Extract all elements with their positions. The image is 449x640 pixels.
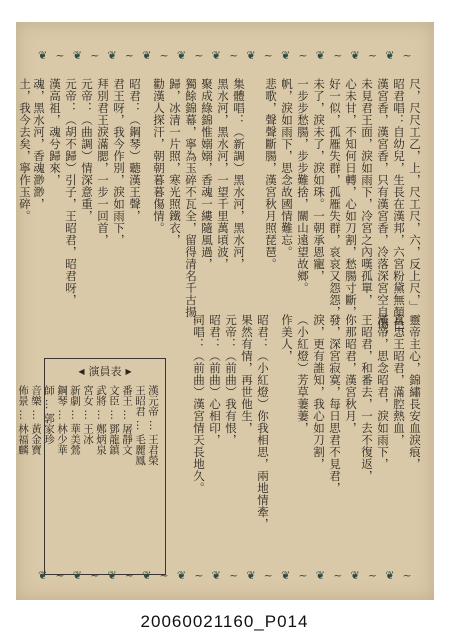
lower-right-column-4: 王昭君，和番去，一去不復返，	[360, 314, 374, 482]
cast-roles	[16, 385, 159, 465]
lower-middle-column-2: 果然有情，再世他生，	[240, 314, 254, 434]
vine-ornament-icon: ~	[159, 569, 169, 582]
left-column-6: 漢高祖，魂兮歸來，	[48, 78, 62, 186]
vine-ornament-icon: ~	[194, 49, 204, 62]
triangle-ornament-icon: ▶	[125, 366, 132, 376]
vine-ornament-icon: ~	[90, 569, 100, 582]
lyrics-column-6: 好一似，孤雁失群，孤雁失群，哀哀又怨怨，	[328, 78, 342, 318]
vine-ornament-icon: ❦	[72, 49, 82, 62]
vine-ornament-icon: ❦	[38, 569, 48, 582]
middle-column-1: 集體唱：（新調）黑水河，黑水河，	[232, 78, 246, 270]
vine-ornament-icon: ~	[124, 569, 135, 582]
left-column-7: 魂，黑水河，香魂渺渺，	[32, 78, 46, 210]
middle-column-3: 聚成綠錦惟嫋嫋，香魂一縷隨風過，	[200, 78, 214, 270]
middle-column-2: 黑水河，黑水河，一望千里萬頃波，	[216, 78, 230, 270]
vine-ornament-icon: ❦	[107, 569, 117, 582]
vine-ornament-icon: ~	[228, 49, 239, 62]
vine-ornament-icon: ~	[333, 49, 343, 62]
vine-ornament-icon: ~	[90, 49, 100, 62]
cast-role: 王昭君 … 毛麗鳳	[134, 385, 146, 466]
vine-ornament-icon: ~	[298, 569, 308, 582]
vine-ornament-icon: ~	[367, 569, 378, 582]
left-column-8: 土，我今去矣，寧作玉碎。	[18, 78, 32, 222]
vine-ornament-icon: ~	[263, 569, 273, 582]
vine-ornament-icon: ❦	[281, 49, 291, 62]
lyrics-column-4: 未見君王面，淚如雨下，冷宮之內嘆孤單，	[360, 78, 374, 306]
left-column-2: 君王呀，我今作別，淚如雨下，	[112, 78, 126, 246]
triangle-ornament-icon: ◀	[78, 366, 85, 376]
vine-ornament-icon: ~	[333, 569, 343, 582]
vine-ornament-icon: ~	[194, 569, 204, 582]
lower-middle-column-3: 元帝：（前曲）我有恨，	[224, 314, 238, 446]
lower-right-column-3: 漢帝，思念昭君，淚如雨下，	[376, 314, 390, 470]
lower-right-column-1: 靈帝主心，錦繡長安血淚痕，	[408, 314, 422, 470]
vine-ornament-icon: ❦	[38, 49, 48, 62]
decorative-vine-border-top	[38, 50, 412, 62]
vine-ornament-icon: ~	[402, 569, 412, 582]
lyrics-column-10: 悲歌，聲聲斷腸，漢宮秋月照琵琶。	[264, 78, 278, 270]
vine-ornament-icon: ❦	[72, 569, 82, 582]
archive-id-caption: 20060021160_P014	[140, 612, 309, 631]
vine-ornament-icon: ❦	[246, 569, 256, 582]
vine-ornament-icon: ❦	[142, 49, 152, 62]
lower-middle-column-5: 同唱：（前曲）漢宮情天長地久。	[192, 314, 206, 494]
left-column-1: 昭君：（鋼琴）聽漢王聲，	[128, 78, 142, 222]
vine-ornament-icon: ❦	[176, 49, 187, 62]
document-page	[16, 22, 434, 600]
vine-ornament-icon: ❦	[350, 49, 360, 62]
decorative-vine-border-bottom	[38, 570, 412, 582]
vine-ornament-icon: ~	[402, 49, 412, 62]
left-column-3: 拜別君王淚滿腮，一步一回首，	[96, 78, 110, 246]
lyrics-column-8: 一步步愁腸，步步難捨，關山遠望故鄉。	[296, 78, 310, 294]
staff-entry: 鋼琴 … 林少華	[56, 385, 68, 455]
lower-middle-column-4: 昭君：（前曲）心相印，	[208, 314, 222, 446]
vine-ornament-icon: ❦	[142, 569, 152, 582]
lower-middle-column-1: 昭君：（小紅燈）你我相思，兩地情牽，	[256, 314, 270, 530]
staff-entry: 佈景 … 林福麟	[17, 385, 29, 455]
middle-column-5: 歸，冰清一片照，寒光照鐵衣，	[168, 78, 182, 246]
cast-list-title-text: 演員表	[88, 365, 122, 378]
left-column-4: 元帝：（曲調）情深意重，	[80, 78, 94, 222]
lyrics-column-5: 心未甘，不知何日轉，心如刀割，愁腸寸斷，	[344, 78, 358, 318]
vine-ornament-icon: ❦	[385, 49, 395, 62]
cast-role: 番王 … 屠靜文	[121, 385, 133, 455]
vine-ornament-icon: ~	[159, 49, 169, 62]
cast-role: 宮女 … 王冰	[82, 385, 94, 445]
vine-ornament-icon: ❦	[211, 49, 221, 62]
cast-role: 漢元帝 … 王君榮	[147, 385, 159, 466]
vine-ornament-icon: ❦	[315, 569, 325, 582]
vine-ornament-icon: ❦	[281, 569, 291, 582]
vine-ornament-icon: ~	[228, 569, 239, 582]
middle-column-6: 勸漢人探汗，朝朝暮暮傷情。	[152, 78, 166, 234]
left-column-5: 元帝：（胡不歸）引子，王昭君，昭君呀，	[64, 78, 78, 306]
lower-right-column-5: 你那昭君，漢宮秋月，	[344, 314, 358, 434]
lower-right-column-6: 發，深宮寂寞，每日思君不見君，	[328, 314, 342, 494]
lyrics-column-2: 昭君唱：自幼兒，生長在漢邦，六宮粉黛無顏色，	[392, 78, 406, 342]
vine-ornament-icon: ❦	[107, 49, 117, 62]
vine-ornament-icon: ❦	[315, 49, 325, 62]
cast-list-box	[17, 358, 166, 575]
lower-right-column-8: （小紅燈）芳草萋萋，	[296, 314, 310, 434]
lyrics-column-1: 尺，尺尺工乙，上，尺工尺，六，反上尺，」	[408, 78, 422, 313]
vine-ornament-icon: ❦	[246, 49, 256, 62]
vine-ornament-icon: ~	[55, 569, 65, 582]
staff-entry: 新劇 … 華美鶯	[69, 385, 81, 455]
middle-column-4: 獨餘錦幕，寧為玉碎不瓦全，留得清名千古揚，	[184, 78, 198, 330]
vine-ornament-icon: ❦	[176, 569, 187, 582]
cast-role: 武將 … 鄭炳泉	[95, 385, 107, 455]
lyrics-column-3: 漢宮香，漢宮香，只有漢宮香，冷落深宮空自傷，	[376, 78, 390, 342]
vine-ornament-icon: ❦	[385, 569, 395, 582]
vine-ornament-icon: ~	[263, 49, 273, 62]
lyrics-column-7: 未了，淚未了，淚如珠。一朝承恩寵，	[312, 78, 326, 282]
staff-entry: 音樂 … 黃金寶	[30, 385, 42, 455]
lower-right-column-7: 淚，更有誰知，我心如刀割，	[312, 314, 326, 470]
lower-right-column-9: 作美人，	[280, 314, 294, 362]
vine-ornament-icon: ~	[55, 49, 65, 62]
cast-role: 文臣 … 鄧龍鎮	[108, 385, 120, 455]
vine-ornament-icon: ~	[367, 49, 378, 62]
vine-ornament-icon: ❦	[350, 569, 360, 582]
vine-ornament-icon: ❦	[211, 569, 221, 582]
vine-ornament-icon: ~	[298, 49, 308, 62]
lyrics-column-9: 帆，淚如雨下，思念故國情難忘。	[280, 78, 294, 258]
lower-right-column-2: 真忠王昭君，滿腔熱血，	[392, 314, 406, 446]
vine-ornament-icon: ~	[124, 49, 135, 62]
cast-list-title	[49, 363, 161, 379]
staff-entry: 師 … 郭家珍	[43, 385, 55, 445]
